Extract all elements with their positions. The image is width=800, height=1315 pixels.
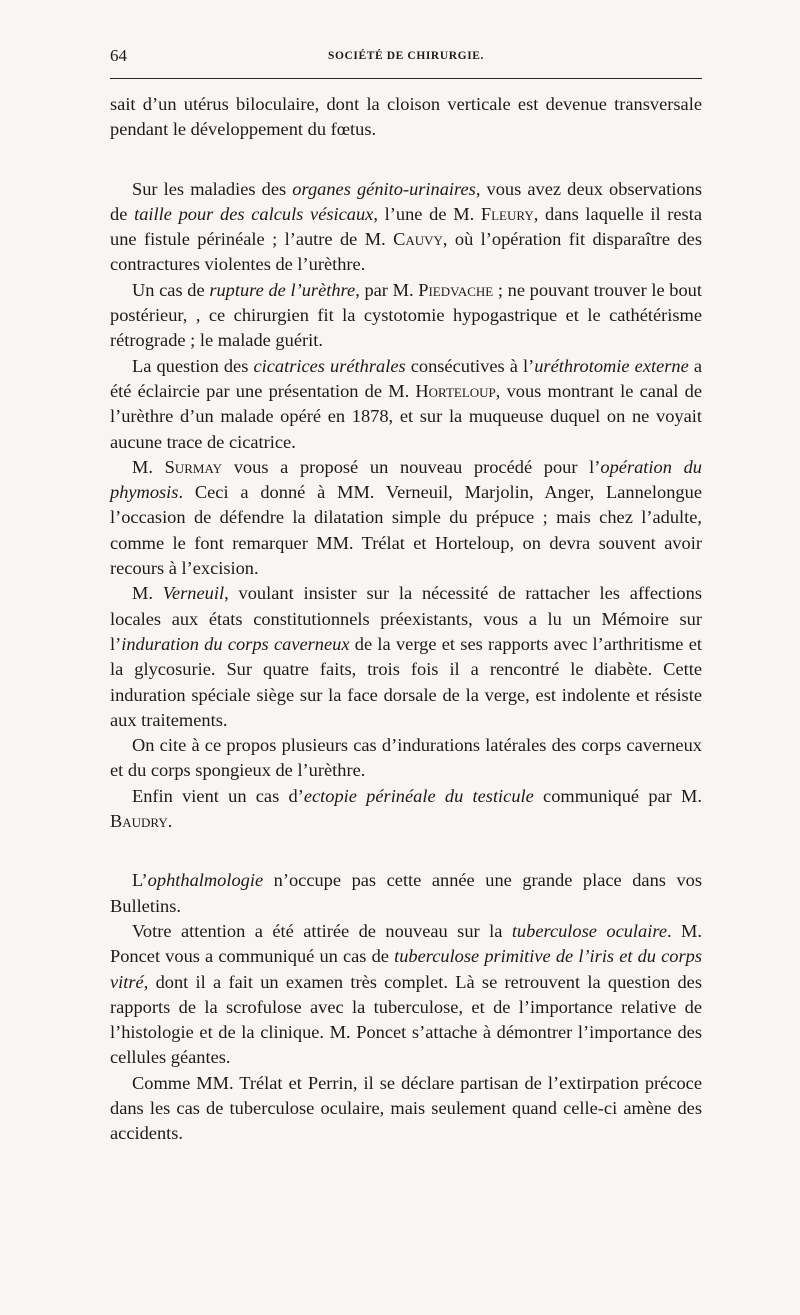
text-run: ; ne pouvant trouver le bout postérieur, , ce chirurgien fit la cystotomie hypogastrique et le cathétérisme rétrograde ; le malade guérit. (110, 279, 702, 351)
italic-run: taille pour des calculs vésicaux (134, 203, 374, 224)
body-text (110, 92, 702, 1147)
text-run: sait d’un utérus biloculaire, dont la cloison verticale est devenue transversale pendant le développement du fœtus. (110, 94, 702, 140)
text-run: vous a proposé un nouveau procédé pour l’ (222, 456, 601, 477)
text-run: Votre attention a été attirée de nouveau sur la (132, 920, 512, 941)
paragraph-p4 (110, 354, 702, 455)
text-run: , vous montrant le canal de l’urèthre d’un malade opéré en 1878, et sur la muqueuse duquel on ne voyait aucune trace de cicatrice. (110, 380, 702, 452)
paragraph-p10 (110, 919, 702, 1071)
text-run: a été éclaircie par une présentation de M. (110, 355, 703, 401)
running-title: SOCIÉTÉ DE CHIRURGIE. (327, 50, 485, 62)
small-caps-name: Piedvache (418, 279, 494, 300)
paragraph-p1 (110, 92, 702, 143)
paragraph-p6 (110, 581, 702, 733)
paragraph-p11 (110, 1071, 702, 1147)
text-run: Un cas de (132, 279, 210, 300)
italic-run: rupture de l’urèthre (209, 279, 356, 300)
small-caps-name: Surmay (164, 456, 223, 477)
text-run: n’occupe pas cette année une grande place dans vos Bulletins. (110, 870, 702, 916)
text-run: . M. Poncet vous a communiqué un cas de (110, 920, 702, 967)
paragraph-p5 (110, 455, 702, 581)
section-break (110, 834, 702, 868)
text-run: . Ceci a donné à MM. Verneuil, Marjolin, Anger, Lannelongue l’occasion de défendre la dilatation simple du prépuce ; mais chez l’adulte, comme le font remarquer MM. Trélat et Horteloup, on devra souvent avoir recours à l’excision. (110, 482, 702, 579)
text-run: M. (132, 456, 165, 477)
paragraph-p9 (110, 868, 702, 919)
text-run: , vous avez deux observations de (110, 178, 702, 224)
text-run: , voulant insister sur la nécessité de rattacher les affections locales aux états constitutionnels préexistants, vous a lu un Mémoire sur l’ (110, 583, 702, 654)
italic-run: Verneuil (162, 583, 225, 604)
small-caps-name: Baudry (110, 811, 168, 832)
paragraph-p3 (110, 278, 702, 354)
text-run: , dans laquelle il resta une fistule périnéale ; l’autre de M. (110, 203, 702, 250)
small-caps-name: Horteloup (415, 380, 496, 401)
paragraph-p7 (110, 733, 702, 784)
text-run: L’ (132, 870, 148, 891)
text-run: , où l’opération fit disparaître des contractures violentes de l’urèthre. (110, 229, 702, 275)
small-caps-name: Cauvy (393, 229, 443, 250)
italic-run: ectopie périnéale du testicule (303, 785, 534, 806)
text-run: , par M. (355, 279, 419, 300)
text-run: Comme MM. Trélat et Perrin, il se déclare partisan de l’extirpation précoce dans les cas de tuberculose oculaire, mais seulement quand celle-ci amène des accidents. (110, 1072, 702, 1144)
small-caps-name: Fleury (480, 203, 534, 224)
text-run: Enfin vient un cas d’ (132, 785, 304, 806)
text-run: . (167, 811, 173, 832)
paragraph-p8 (110, 784, 702, 835)
text-run: communiqué par M. (533, 785, 702, 806)
italic-run: cicatrices uréthrales (253, 355, 406, 376)
italic-run: induration du corps caverneux (121, 633, 350, 654)
header-rule (110, 78, 702, 79)
page-number: 64 (110, 46, 127, 65)
text-run: consécutives à l’ (405, 355, 535, 376)
text-run: , dont il a fait un examen très complet. Là se retrouvent la question des rapports de la scrofulose avec la tuberculose, et de l’importance relative de l’histologie et de la clinique. M. Poncet s’attache à démontrer l’importance des cellules géantes. (110, 971, 702, 1068)
italic-run: opération du phymosis (110, 456, 702, 503)
italic-run: ophthalmologie (147, 870, 264, 891)
italic-run: uréthrotomie externe (534, 355, 689, 376)
paragraph-p2 (110, 177, 702, 278)
italic-run: tuberculose oculaire (511, 920, 667, 941)
text-run: de la verge et ses rapports avec l’arthritisme et la glycosurie. Sur quatre faits, trois fois il a rencontré le diabète. Cette induration spéciale siège sur la face dorsale de la verge, est indolente et résiste aux traitements. (110, 633, 702, 730)
italic-run: tuberculose primitive de l’iris et du corps vitré (110, 946, 702, 992)
section-break (110, 143, 702, 177)
text-run: M. (132, 583, 163, 604)
page-header (110, 46, 702, 70)
text-run: , l’une de M. (373, 203, 481, 224)
text-run: On cite à ce propos plusieurs cas d’indurations latérales des corps caverneux et du corps spongieux de l’urèthre. (110, 735, 702, 781)
text-run: La question des (132, 355, 254, 376)
italic-run: organes génito-urinaires (292, 178, 476, 199)
text-run: Sur les maladies des (132, 178, 293, 199)
